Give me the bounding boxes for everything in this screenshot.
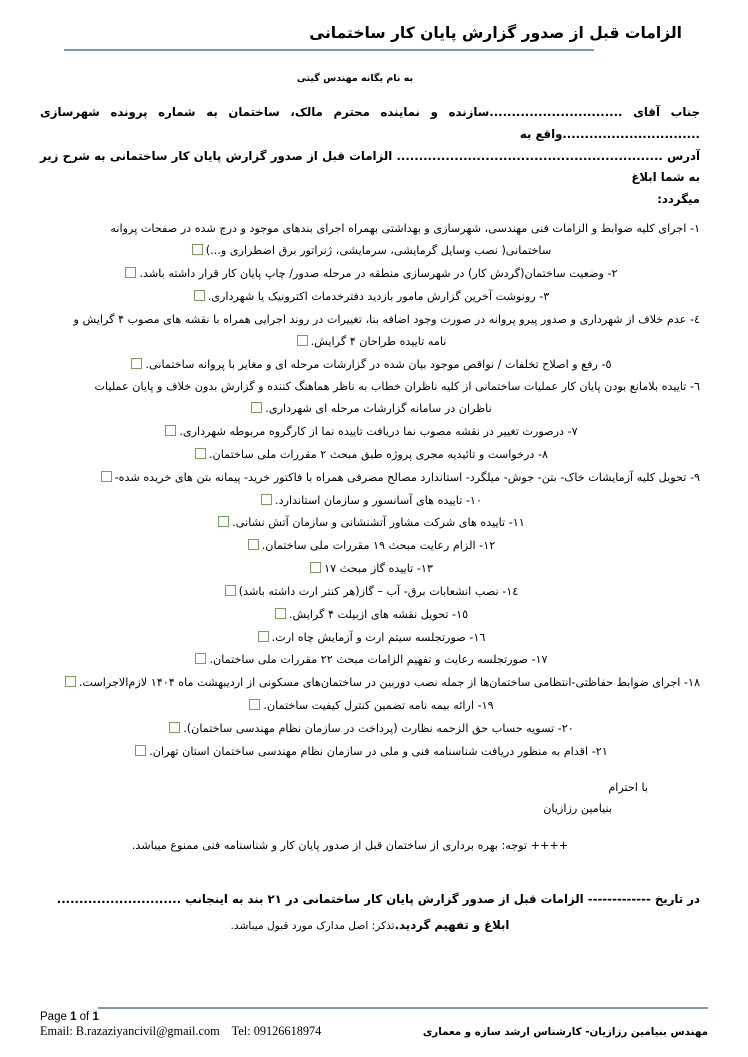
requirement-line [40,695,700,717]
requirement-text: درصورت تغییر در نقشه مصوب نما دریافت تاییده نما از کارگروه مربوطه شهرداری. [179,425,565,439]
requirement-number: ١٤- [502,584,519,598]
requirement-item [40,467,700,489]
requirement-line [40,376,700,398]
requirement-number: ٢١- [591,744,608,758]
closing-block [40,888,700,937]
requirement-item [40,718,700,740]
requirement-line [40,627,700,649]
requirement-number: ١٢- [479,539,496,553]
page-of: of [76,1011,93,1023]
closing-date-label: در تاریخ [650,892,700,907]
requirement-number: ٩- [689,470,700,484]
requirement-line [40,512,700,534]
requirement-checkbox[interactable] [195,653,206,664]
requirement-number: ١٧- [531,653,548,667]
requirement-checkbox[interactable] [131,358,142,369]
requirement-line [40,672,700,694]
requirement-number: ٥- [601,357,612,371]
requirement-item [40,512,700,534]
requirement-checkbox[interactable] [258,631,269,642]
requirement-text: رفع و اصلاح تخلفات / نواقص موجود بیان شده در گزارشات مرحله ای و مغایر با پروانه ساختمانی. [145,357,598,371]
requirement-item [40,627,700,649]
requirement-text: الزام رعایت مبحث ١٩ مقررات ملی ساختمان. [261,539,476,553]
regards-text: با احترام [608,780,648,794]
requirement-checkbox[interactable] [297,335,308,346]
tel-text: Tel: 09126618974 [231,1024,322,1038]
requirement-line [40,649,700,671]
requirement-item [40,263,700,285]
requirement-item [40,604,700,626]
warning-note: ++++ توجه: بهره برداری از ساختمان قبل از صدور پایان کار و شناسنامه فنی ممنوع میباشد. [131,839,569,853]
requirement-text: تاییده های آسانسور و سازمان استاندارد. [275,493,463,507]
requirement-line [40,421,700,443]
requirement-checkbox[interactable] [195,448,206,459]
requirement-line [40,558,700,580]
requirement-line [40,240,700,262]
requirement-item [40,354,700,376]
requirement-item [40,421,700,443]
requirement-text: اجرای کلیه ضوابط و الزامات فنی مهندسی، شهرسازی و بهداشتی بهمراه اجرای بندهای موجود و درج شده در صفحات پروانه [110,222,687,236]
requirement-text: وضعیت ساختمان(گردش کار) در شهرسازی منطقه در مرحله صدور/ چاپ پایان کار قرار داشته باشد. [139,267,604,281]
page-label: Page [40,1011,71,1023]
requirement-line [40,444,700,466]
closing-reminder: تذکر: اصل مدارک مورد قبول میباشد. [230,919,395,932]
requirement-number: ١٥- [452,607,469,621]
requirement-checkbox[interactable] [169,722,180,733]
requirement-checkbox[interactable] [310,562,321,573]
requirement-checkbox[interactable] [65,676,76,687]
requirement-checkbox[interactable] [135,745,146,756]
intro-line-3: میگردد: [657,191,700,206]
requirement-number: ٨- [537,447,549,461]
requirement-line [40,490,700,512]
requirement-text: تسویه حساب حق الزحمه نظارت (پرداخت در سازمان نظام مهندسی ساختمان). [183,722,555,736]
requirement-number: ١٣- [416,562,433,576]
requirement-text: اجرای ضوابط حفاظتی-انتظامی ساختمان‌ها از جمله نصب دوربین در ساختمان‌های مسکونی از اردیبهشت ماه ١۴٠۴ لازم‌الاجراست. [78,676,681,690]
requirement-number: ١٨- [683,676,700,690]
intro-paragraph [40,102,700,210]
requirement-item [40,444,700,466]
requirement-checkbox[interactable] [261,494,272,505]
requirement-line [40,581,700,603]
requirement-checkbox[interactable] [192,244,203,255]
requirement-checkbox[interactable] [101,471,112,482]
requirement-line [40,286,700,308]
closing-ack: ابلاغ و تفهیم گردید. [394,917,510,932]
requirement-number: ٤- [689,312,700,326]
requirement-number: ٢٠- [557,722,574,736]
requirement-text: تاییده های شرکت مشاور آتشنشانی و سازمان آتش نشانی. [232,516,506,530]
requirement-text: تحویل کلیه آزمایشات خاک- بتن- جوش- میلگرد- استاندارد مصالح مصرفی همراه با فاکتور خرید- پیمانه بتن های خریده شده- [114,470,687,484]
closing-line-1 [40,888,700,911]
requirement-item [40,309,700,353]
requirements-list [40,218,700,762]
requirement-text: ارائه بیمه نامه تضمین کنترل کیفیت ساختمان. [263,699,474,713]
requirement-checkbox[interactable] [249,699,260,710]
closing-statement: الزامات قبل از صدور گزارش پایان کار ساختمانی در ٢١ بند به اینجانب ............................ [56,892,588,907]
requirement-text: تاییده گاز مبحث ١٧ [324,562,414,576]
requirement-line [40,354,700,376]
requirement-text: درخواست و تائیدیه مجری پروژه طبق مبحث ٢ مقررات ملی ساختمان. [208,447,535,461]
document-header [0,0,748,84]
document-body [0,102,748,937]
page-total: 1 [92,1011,99,1023]
requirement-text: ساختمانی( نصب وسایل گرمایشی، سرمایشی، ژنراتور برق اضطراری و...) [205,244,552,258]
document-subtitle: به نام یگانه مهندس گیتی [296,73,414,85]
requirement-text: عدم خلاف از شهرداری و صدور پیرو پروانه در صورت وجود اضافه بنا، تغییرات در روند اجرایی همراه با نقشه های مصوب ۴ گرایش و [73,312,687,326]
requirement-checkbox[interactable] [251,402,262,413]
requirement-text: تحویل نقشه های ازبیلت ۴ گرایش. [288,607,449,621]
requirement-number: ١- [689,222,700,236]
requirement-text: اقدام به منظور دریافت شناسنامه فنی و ملی در سازمان نظام مهندسی ساختمان استان تهران. [149,744,589,758]
requirement-item [40,672,700,694]
requirement-item [40,218,700,262]
requirement-checkbox[interactable] [125,267,136,278]
page-current: 1 [70,1011,77,1023]
requirement-number: ١٠- [465,493,482,507]
requirement-item [40,649,700,671]
signer-name: بنیامین رزازیان [543,801,612,815]
requirement-number: ٧- [567,425,578,439]
requirement-number: ٢- [607,267,618,281]
page-number [40,1011,708,1023]
requirement-text: تاییده بلامانع بودن پایان کار عملیات ساختمانی از کلیه ناظران خطاب به ناظر هماهنگ کننده و گزارش بدون خلاف و پایان عملیات [94,380,687,394]
closing-line-2 [40,914,700,937]
requirement-line [40,398,700,420]
requirement-line [40,218,700,240]
intro-line-2: آدرس ............................................................ الزامات قبل از صدور گزارش پایان کار ساختمانی به شرح زیر به شما ابلاغ [40,148,700,185]
requirement-number: ١٩- [477,699,494,713]
requirement-line [40,309,700,331]
requirement-line [40,535,700,557]
requirement-text: ناظران در سامانه گزارشات مرحله ای شهرداری. [265,402,492,416]
intro-line-1: جناب آقای ..............................سازنده و نماینده محترم مالک، ساختمان به شماره پرونده شهرسازی ...............................واقع به [40,105,700,141]
document-footer [0,999,748,1057]
requirement-line [40,718,700,740]
requirement-line [40,263,700,285]
requirement-line [40,467,700,489]
requirement-item [40,535,700,557]
header-divider [64,49,594,51]
requirement-number: ٦- [689,380,700,394]
footer-credit: مهندس بنیامین رزازیان- کارشناس ارشد سازه و معماری [422,1026,708,1038]
requirement-item [40,695,700,717]
page-title: الزامات قبل از صدور گزارش پایان کار ساختمانی [309,24,682,42]
requirement-line [40,604,700,626]
requirement-line [40,741,700,763]
requirement-text: نامه تاییده طراحان ۴ گرایش. [310,334,447,348]
requirement-checkbox[interactable] [218,516,229,527]
email-text: Email: B.razaziyancivil@gmail.com [40,1024,220,1038]
requirement-text: صورتجلسه رعایت و تفهیم الزامات مبحث ٢٢ مقررات ملی ساختمان. [209,653,528,667]
signature-block [40,777,700,820]
requirement-checkbox[interactable] [248,539,259,550]
requirement-checkbox[interactable] [194,290,205,301]
requirement-item [40,490,700,512]
requirement-checkbox[interactable] [275,608,286,619]
requirement-item [40,558,700,580]
requirement-checkbox[interactable] [165,425,176,436]
contact-info [40,1024,321,1039]
requirement-item [40,741,700,763]
requirement-item [40,581,700,603]
requirement-text: رونوشت آخرین گزارش مامور بازدید دفترخدمات اکترونیک یا شهرداری. [207,289,536,303]
requirement-item [40,376,700,420]
requirement-number: ٣- [539,289,550,303]
requirement-text: صورتجلسه سیتم ارت و آزمایش چاه ارت. [271,630,466,644]
requirement-number: ١٦- [469,630,486,644]
requirement-line [40,331,700,353]
requirement-checkbox[interactable] [225,585,236,596]
requirement-text: نصب انشعابات برق- آب – گاز(هر کنتر ارت داشته باشد) [238,584,499,598]
closing-date-dashes: ------------- [587,892,651,907]
requirement-item [40,286,700,308]
requirement-number: ١١- [508,516,525,530]
